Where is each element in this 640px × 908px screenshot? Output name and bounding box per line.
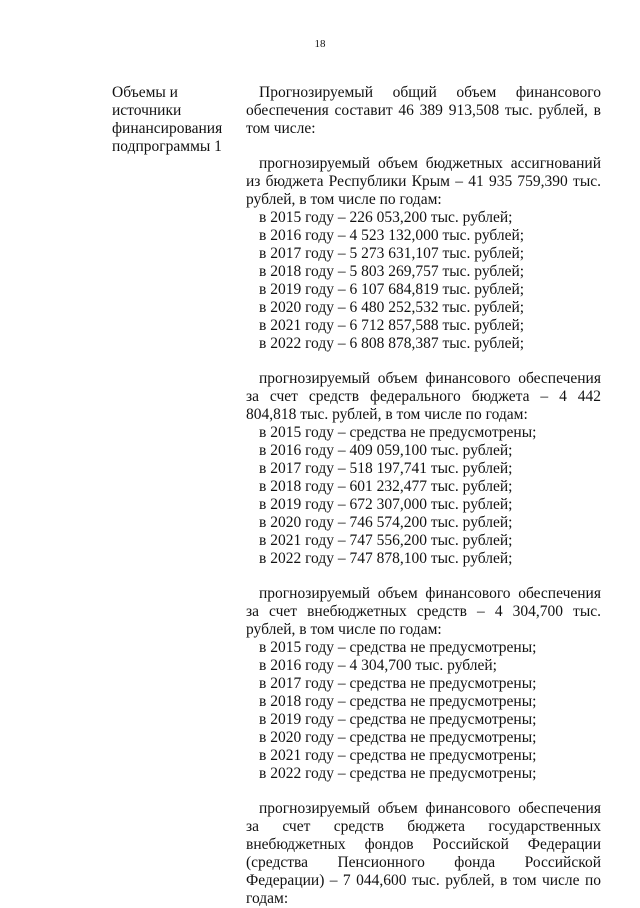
- page-number: 18: [314, 38, 326, 50]
- year-line: в 2020 году – 746 574,200 тыс. рублей;: [259, 514, 513, 531]
- year-line: в 2019 году – средства не предусмотрены;: [259, 711, 537, 728]
- federal-budget-years: [246, 424, 601, 568]
- year-line: в 2018 году – 5 803 269,757 тыс. рублей;: [259, 263, 525, 280]
- extrabudgetary-years: [246, 639, 601, 783]
- year-line: в 2019 году – 672 307,000 тыс. рублей;: [259, 496, 513, 513]
- year-line: в 2021 году – 6 712 857,588 тыс. рублей;: [259, 317, 525, 334]
- extrabudgetary-paragraph: прогнозируемый объем финансового обеспечения за счет внебюджетных средств – 4 304,700 тыс. рублей, в том числе по годам:: [246, 585, 601, 638]
- year-line: в 2015 году – средства не предусмотрены;: [259, 424, 537, 441]
- year-line: в 2018 году – средства не предусмотрены;: [259, 693, 537, 710]
- intro-paragraph: Прогнозируемый общий объем финансового обеспечения составит 46 389 913,508 тыс. рублей, в том числе:: [246, 84, 601, 137]
- year-line: в 2022 году – 747 878,100 тыс. рублей;: [259, 550, 513, 567]
- year-line: в 2015 году – 226 053,200 тыс. рублей;: [259, 209, 513, 226]
- funding-details: [246, 84, 601, 908]
- year-line: в 2017 году – 518 197,741 тыс. рублей;: [259, 460, 513, 477]
- year-line: в 2016 году – 4 523 132,000 тыс. рублей;: [259, 227, 525, 244]
- year-line: в 2020 году – средства не предусмотрены;: [259, 729, 537, 746]
- year-line: в 2020 году – 6 480 252,532 тыс. рублей;: [259, 299, 525, 316]
- year-line: в 2016 году – 4 304,700 тыс. рублей;: [259, 657, 497, 674]
- year-line: в 2017 году – 5 273 631,107 тыс. рублей;: [259, 245, 525, 262]
- label-line: подпрограммы 1: [112, 138, 222, 155]
- year-line: в 2022 году – 6 808 878,387 тыс. рублей;: [259, 335, 525, 352]
- label-line: источники: [112, 102, 182, 119]
- year-line: в 2018 году – 601 232,477 тыс. рублей;: [259, 478, 513, 495]
- year-line: в 2015 году – средства не предусмотрены;: [259, 639, 537, 656]
- year-line: в 2021 году – 747 556,200 тыс. рублей;: [259, 532, 513, 549]
- regional-budget-years: [246, 209, 601, 353]
- label-line: финансирования: [112, 120, 223, 137]
- subprogram-label: [112, 84, 237, 156]
- year-line: в 2016 году – 409 059,100 тыс. рублей;: [259, 442, 513, 459]
- federal-budget-paragraph: прогнозируемый объем финансового обеспечения за счет средств федерального бюджета – 4 442 804,818 тыс. рублей, в том числе по годам:: [246, 370, 601, 423]
- regional-budget-paragraph: прогнозируемый объем бюджетных ассигнований из бюджета Республики Крым – 41 935 759,390 тыс. рублей, в том числе по годам:: [246, 155, 601, 208]
- year-line: в 2021 году – средства не предусмотрены;: [259, 747, 537, 764]
- pension-fund-paragraph: прогнозируемый объем финансового обеспечения за счет средств бюджета государственных внебюджетных фондов Российской Федерации (средства Пенсионного фонда Российской Федерации) – 7 044,600 тыс. рублей, в том числе по годам:: [246, 800, 601, 907]
- year-line: в 2019 году – 6 107 684,819 тыс. рублей;: [259, 281, 525, 298]
- year-line: в 2022 году – средства не предусмотрены;: [259, 765, 537, 782]
- year-line: в 2017 году – средства не предусмотрены;: [259, 675, 537, 692]
- label-line: Объемы и: [112, 84, 178, 101]
